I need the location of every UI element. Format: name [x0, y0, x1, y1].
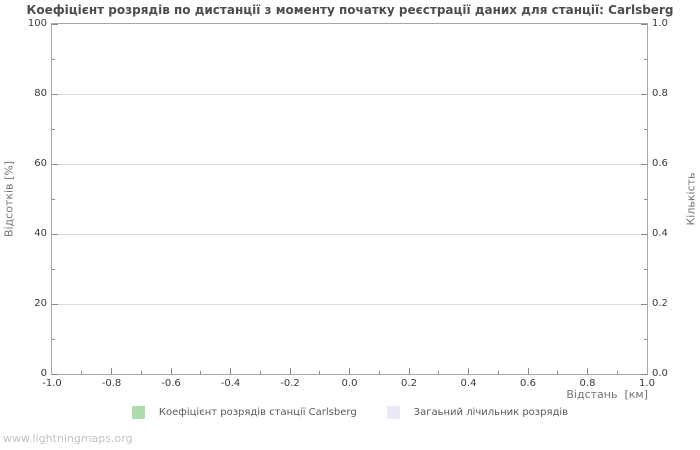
x-tick-label: 0.2	[401, 378, 417, 389]
y-major-tick-right	[641, 234, 647, 235]
y-minor-tick-right	[644, 269, 647, 270]
x-axis-title: Відстань [км]	[566, 388, 648, 401]
h-gridline	[52, 164, 647, 165]
y-major-tick-right	[641, 374, 647, 375]
y-tick-label-left: 100	[27, 18, 47, 29]
y-tick-label-left: 40	[34, 228, 47, 239]
x-tick-label: -0.2	[280, 378, 300, 389]
h-gridline	[52, 234, 647, 235]
x-major-tick	[349, 368, 350, 374]
x-minor-tick	[319, 371, 320, 374]
x-tick-label: 0.4	[460, 378, 477, 389]
x-major-tick	[171, 368, 172, 374]
x-tick-label: -0.4	[220, 378, 241, 389]
y-major-tick-left	[52, 94, 58, 95]
legend-swatch-station-ratio-icon	[132, 406, 145, 419]
y-tick-label-left: 60	[34, 158, 47, 169]
legend-item-total-counter	[387, 406, 568, 419]
y-minor-tick-left	[52, 199, 55, 200]
x-tick-label: -0.6	[161, 378, 181, 389]
x-minor-tick	[557, 371, 558, 374]
y-major-tick-left	[52, 234, 58, 235]
y-minor-tick-right	[644, 199, 647, 200]
x-tick-label: -1.0	[42, 378, 62, 389]
x-minor-tick	[141, 371, 142, 374]
plot-area	[51, 23, 648, 375]
x-tick-label: 1.0	[639, 378, 655, 389]
x-minor-tick	[200, 371, 201, 374]
h-gridline	[52, 304, 647, 305]
y-minor-tick-right	[644, 129, 647, 130]
x-minor-tick	[438, 371, 439, 374]
left-axis-title	[2, 23, 16, 375]
y-minor-tick-left	[52, 269, 55, 270]
x-minor-tick	[81, 371, 82, 374]
y-minor-tick-left	[52, 339, 55, 340]
y-minor-tick-right	[644, 339, 647, 340]
y-major-tick-left	[52, 24, 58, 25]
y-tick-label-right: 0.2	[652, 298, 668, 309]
x-major-tick	[409, 368, 410, 374]
y-major-tick-right	[641, 24, 647, 25]
left-axis-title-text: Відсотків [%]	[2, 160, 16, 238]
legend-label-total-counter: Загаьний лічильник розрядів	[413, 407, 569, 418]
legend	[0, 406, 700, 419]
y-major-tick-left	[52, 304, 58, 305]
chart-title: Коефіцієнт розрядів по дистанції з моменту початку реєстрації даних для станції: Carlsberg	[26, 3, 674, 17]
y-major-tick-right	[641, 304, 647, 305]
y-tick-label-right: 0.6	[652, 158, 668, 169]
y-major-tick-right	[641, 94, 647, 95]
y-tick-label-left: 0	[40, 368, 47, 379]
x-major-tick	[290, 368, 291, 374]
legend-label-station-ratio: Коефіцієнт розрядів станції Carlsberg	[158, 407, 357, 418]
x-major-tick	[587, 368, 588, 374]
y-major-tick-left	[52, 374, 58, 375]
y-major-tick-right	[641, 164, 647, 165]
x-tick-label: 0.8	[579, 378, 596, 389]
y-tick-label-left: 80	[34, 88, 47, 99]
y-minor-tick-left	[52, 129, 55, 130]
x-tick-label: 0.6	[520, 378, 536, 389]
y-tick-label-left: 20	[34, 298, 47, 309]
right-axis-title	[684, 23, 698, 375]
y-tick-label-right: 0.4	[652, 228, 668, 239]
x-minor-tick	[617, 371, 618, 374]
x-major-tick	[230, 368, 231, 374]
x-major-tick	[528, 368, 529, 374]
x-major-tick	[111, 368, 112, 374]
legend-item-station-ratio	[132, 406, 357, 419]
x-minor-tick	[379, 371, 380, 374]
y-minor-tick-right	[644, 59, 647, 60]
y-tick-label-right: 0.0	[652, 368, 668, 379]
y-tick-label-right: 1.0	[652, 18, 668, 29]
x-tick-label: -0.8	[101, 378, 122, 389]
y-major-tick-left	[52, 164, 58, 165]
legend-swatch-total-counter-icon	[387, 406, 400, 419]
x-minor-tick	[498, 371, 499, 374]
watermark: www.lightningmaps.org	[3, 432, 133, 445]
x-tick-label: 0.0	[341, 378, 358, 389]
y-tick-label-right: 0.8	[652, 88, 668, 99]
right-axis-title-text: Кількість	[684, 172, 698, 226]
x-minor-tick	[260, 371, 261, 374]
x-major-tick	[468, 368, 469, 374]
h-gridline	[52, 94, 647, 95]
y-minor-tick-left	[52, 59, 55, 60]
